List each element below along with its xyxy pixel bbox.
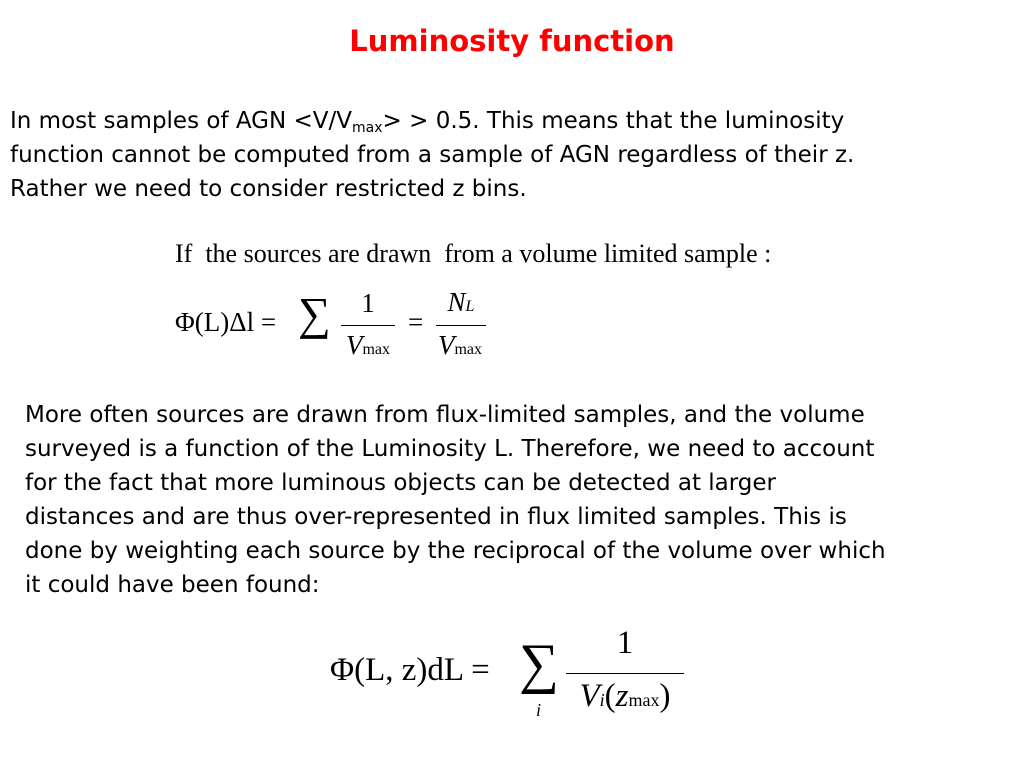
eq2-lhs [330,652,490,689]
slide-title: Luminosity function [349,24,675,58]
eq2-den-z: z [615,678,629,714]
eq2-lhs-text: Φ(L, z)dL = [330,652,490,688]
eq1-sum: ∑ [298,288,331,339]
eq1-frac1-num: 1 [361,288,375,318]
eq1-frac1-den-v: V [345,330,363,360]
flux-line-5: done by weighting each source by the reciprocal of the volume over which [25,538,886,564]
eq1-frac1-den-sub: max [362,341,391,358]
eq1-frac2-num-n: N [447,287,466,317]
flux-line-1: More often sources are drawn from flux-limited samples, and the volume [25,402,865,428]
eq2-bar [566,673,684,674]
eq2-den-v: V [579,678,600,714]
flux-line-3: for the fact that more luminous objects can be detected at larger [25,470,777,496]
eq2-sum-index: i [536,700,542,720]
eq2-num: 1 [616,625,634,661]
intro-line-1-text-a: In most samples of AGN <V/V [10,108,353,134]
eq2-den-zsub: max [628,690,660,710]
vmax-subscript: max [352,120,383,136]
eq1-frac2-den-sub: max [454,341,483,358]
flux-line-2: surveyed is a function of the Luminosity L. Therefore, we need to account [25,436,875,462]
eq1-frac2-num-sub: L [465,298,475,315]
volume-limited-intro: If the sources are drawn from a volume limited sample : [175,239,772,268]
eq2-den-open: ( [604,678,616,714]
eq1-lhs-text: Φ(L)Δl = [175,307,277,337]
intro-line-2: function cannot be computed from a sample of AGN regardless of their z. [10,142,855,168]
intro-line-3: Rather we need to consider restricted z bins. [10,176,527,202]
eq2-den-i: i [599,690,605,710]
flux-line-4: distances and are thus over-represented in flux limited samples. This is [25,504,847,530]
intro-line-1-text-b: > > 0.5. This means that the luminosity [382,108,845,134]
flux-line-6: it could have been found: [25,572,320,598]
eq2-den-close: ) [659,678,671,714]
eq1-frac2-den-v: V [437,330,455,360]
eq2-sum: ∑ [519,633,559,695]
eq2-den [558,678,692,715]
eq1-equals: = [408,307,424,337]
